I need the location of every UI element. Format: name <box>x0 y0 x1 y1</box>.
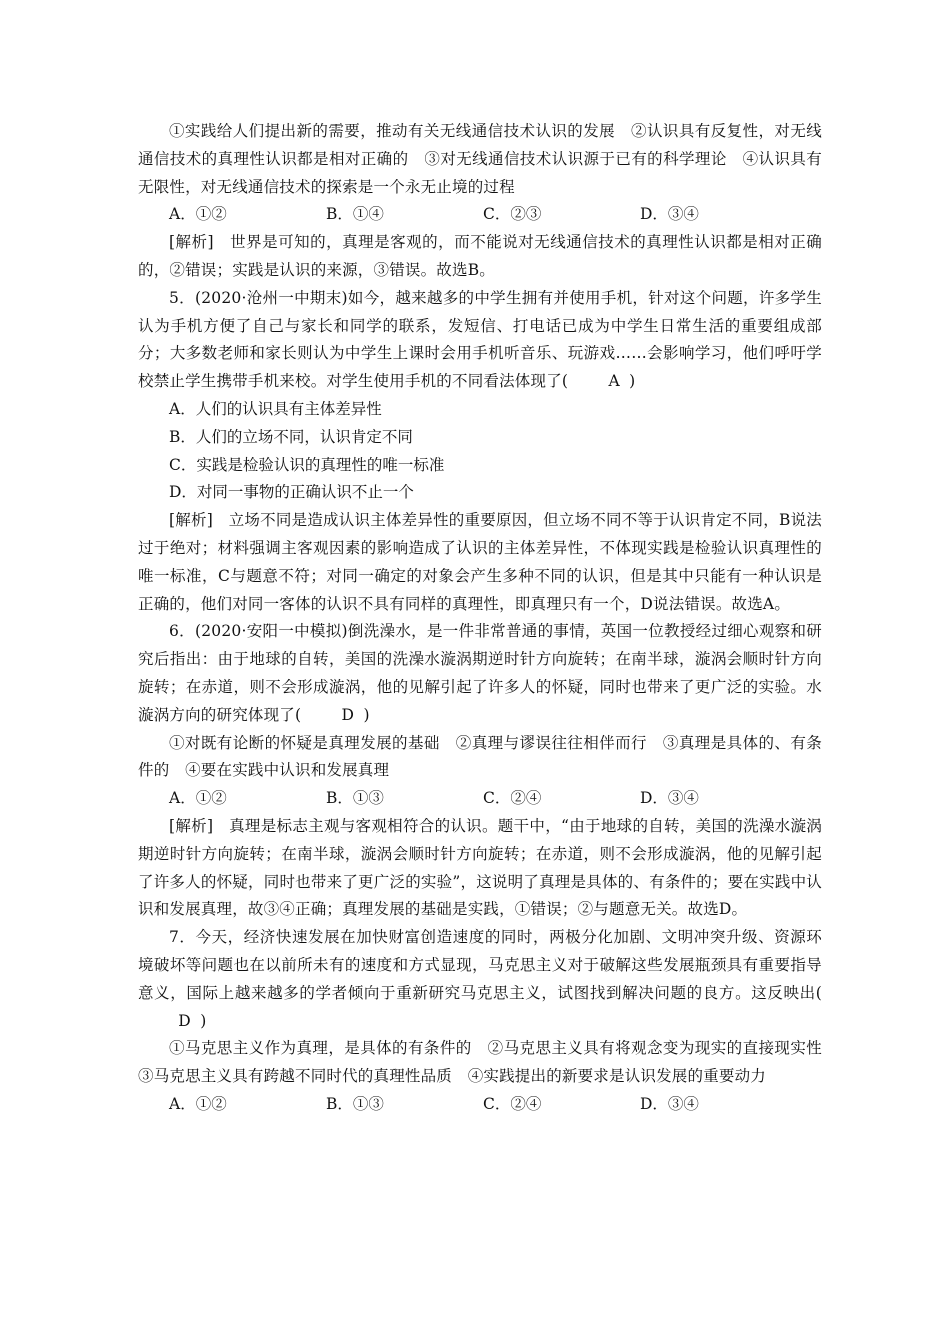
q6-statements: ①对既有论断的怀疑是真理发展的基础 ②真理与谬误往往相伴而行 ③真理是具体的、有条件的 ④要在实践中认识和发展真理 <box>138 733 822 780</box>
q5-analysis: [解析] 立场不同是造成认识主体差异性的重要原因，但立场不同不等于认识肯定不同，B说法过于绝对；材料强调主客观因素的影响造成了认识的主体差异性，不体现实践是检验认识真理性的唯一标准，C与题意不符；对同一确定的对象会产生多种不同的认识，但是其中只能有一种认识是正确的，他们对同一客体的认识不具有同样的真理性，即真理只有一个，D说法错误。故选A。 <box>138 511 822 613</box>
q5-stem <box>138 285 822 396</box>
q7-statements: ①马克思主义作为真理，是具体的有条件的 ②马克思主义具有将观念变为现实的直接现实性 ③马克思主义具有跨越不同时代的真理性品质 ④实践提出的新要求是认识发展的重要动力 <box>138 1039 838 1086</box>
q4-statements: ①实践给人们提出新的需要，推动有关无线通信技术认识的发展 ②认识具有反复性，对无线通信技术的真理性认识都是相对正确的 ③对无线通信技术认识源于已有的科学理论 ④认识具有无限性，对无线通信技术的探索是一个永无止境的过程 <box>138 122 822 196</box>
q6-options <box>138 785 822 813</box>
q5-option-b: B．人们的立场不同，认识肯定不同 <box>169 427 413 446</box>
q7-option-b: B．①③ <box>326 1094 384 1113</box>
q7-answer: D <box>178 1011 191 1030</box>
q6-option-a: A．①② <box>169 789 227 808</box>
page-content <box>138 118 838 1119</box>
q7-option-a: A．①② <box>169 1094 227 1113</box>
q5-option-c: C．实践是检验认识的真理性的唯一标准 <box>169 455 445 474</box>
q5-stem-text: 5．(2020·沧州一中期末)如今，越来越多的中学生拥有并使用手机，针对这个问题，许多学生认为手机方便了自己与家长和同学的联系，发短信、打电话已成为中学生日常生活的重要组成部分；大多数老师和家长则认为中学生上课时会用手机听音乐、玩游戏……会影响学习，他们呼吁学校禁止学生携带手机来校。对学生使用手机的不同看法体现了( <box>138 288 822 391</box>
q4-option-c: C．②③ <box>483 205 542 224</box>
q5-answer: A <box>608 372 620 391</box>
q4-option-a: A．①② <box>169 205 227 224</box>
q4-analysis: [解析] 世界是可知的，真理是客观的，而不能说对无线通信技术的真理性认识都是相对正确的，②错误；实践是认识的来源，③错误。故选B。 <box>138 233 822 279</box>
q6-option-c: C．②④ <box>483 789 542 808</box>
q5-stem-close: ) <box>629 372 636 391</box>
q6-answer: D <box>341 705 355 724</box>
q4-option-b: B．①④ <box>326 205 384 224</box>
q7-option-c: C．②④ <box>483 1094 542 1113</box>
q6-analysis: [解析] 真理是标志主观与客观相符合的认识。题干中，“由于地球的自转，美国的洗澡水漩涡期逆时针方向旋转；在南半球，漩涡会顺时针方向旋转；在赤道，则不会形成漩涡，他的见解引起了许多人的怀疑，同时也带来了更广泛的实验”，这说明了真理是具体的、有条件的；要在实践中认识和发展真理，故③④正确；真理发展的基础是实践，①错误；②与题意无关。故选D。 <box>138 816 822 919</box>
q5-option-d: D．对同一事物的正确认识不止一个 <box>169 483 414 502</box>
q4-options <box>138 201 822 229</box>
q7-stem-text: 7．今天，经济快速发展在加快财富创造速度的同时，两极分化加剧、文明冲突升级、资源环境破坏等问题也在以前所未有的速度和方式显现，马克思主义对于破解这些发展瓶颈具有重要指导意义，国际上越来越多的学者倾向于重新研究马克思主义，试图找到解决问题的良方。这反映出( <box>138 928 822 1002</box>
q4-option-d: D．③④ <box>640 205 699 224</box>
q7-option-d: D．③④ <box>640 1094 699 1113</box>
q7-options <box>138 1091 822 1119</box>
q6-stem <box>138 618 822 729</box>
q5-option-a: A．人们的认识具有主体差异性 <box>169 399 382 418</box>
q6-stem-text: 6．(2020·安阳一中模拟)倒洗澡水，是一件非常普通的事情，英国一位教授经过细心观察和研究后指出：由于地球的自转，美国的洗澡水漩涡期逆时针方向旋转；在南半球，漩涡会顺时针方向旋转；在赤道，则不会形成漩涡，他的见解引起了许多人的怀疑，同时也带来了更广泛的实验。水漩涡方向的研究体现了( <box>138 622 822 724</box>
q7-stem <box>138 924 822 1035</box>
q7-stem-close: ) <box>200 1011 207 1030</box>
q6-option-d: D．③④ <box>640 789 699 808</box>
q6-stem-close: ) <box>363 705 370 724</box>
q6-option-b: B．①③ <box>326 789 384 808</box>
